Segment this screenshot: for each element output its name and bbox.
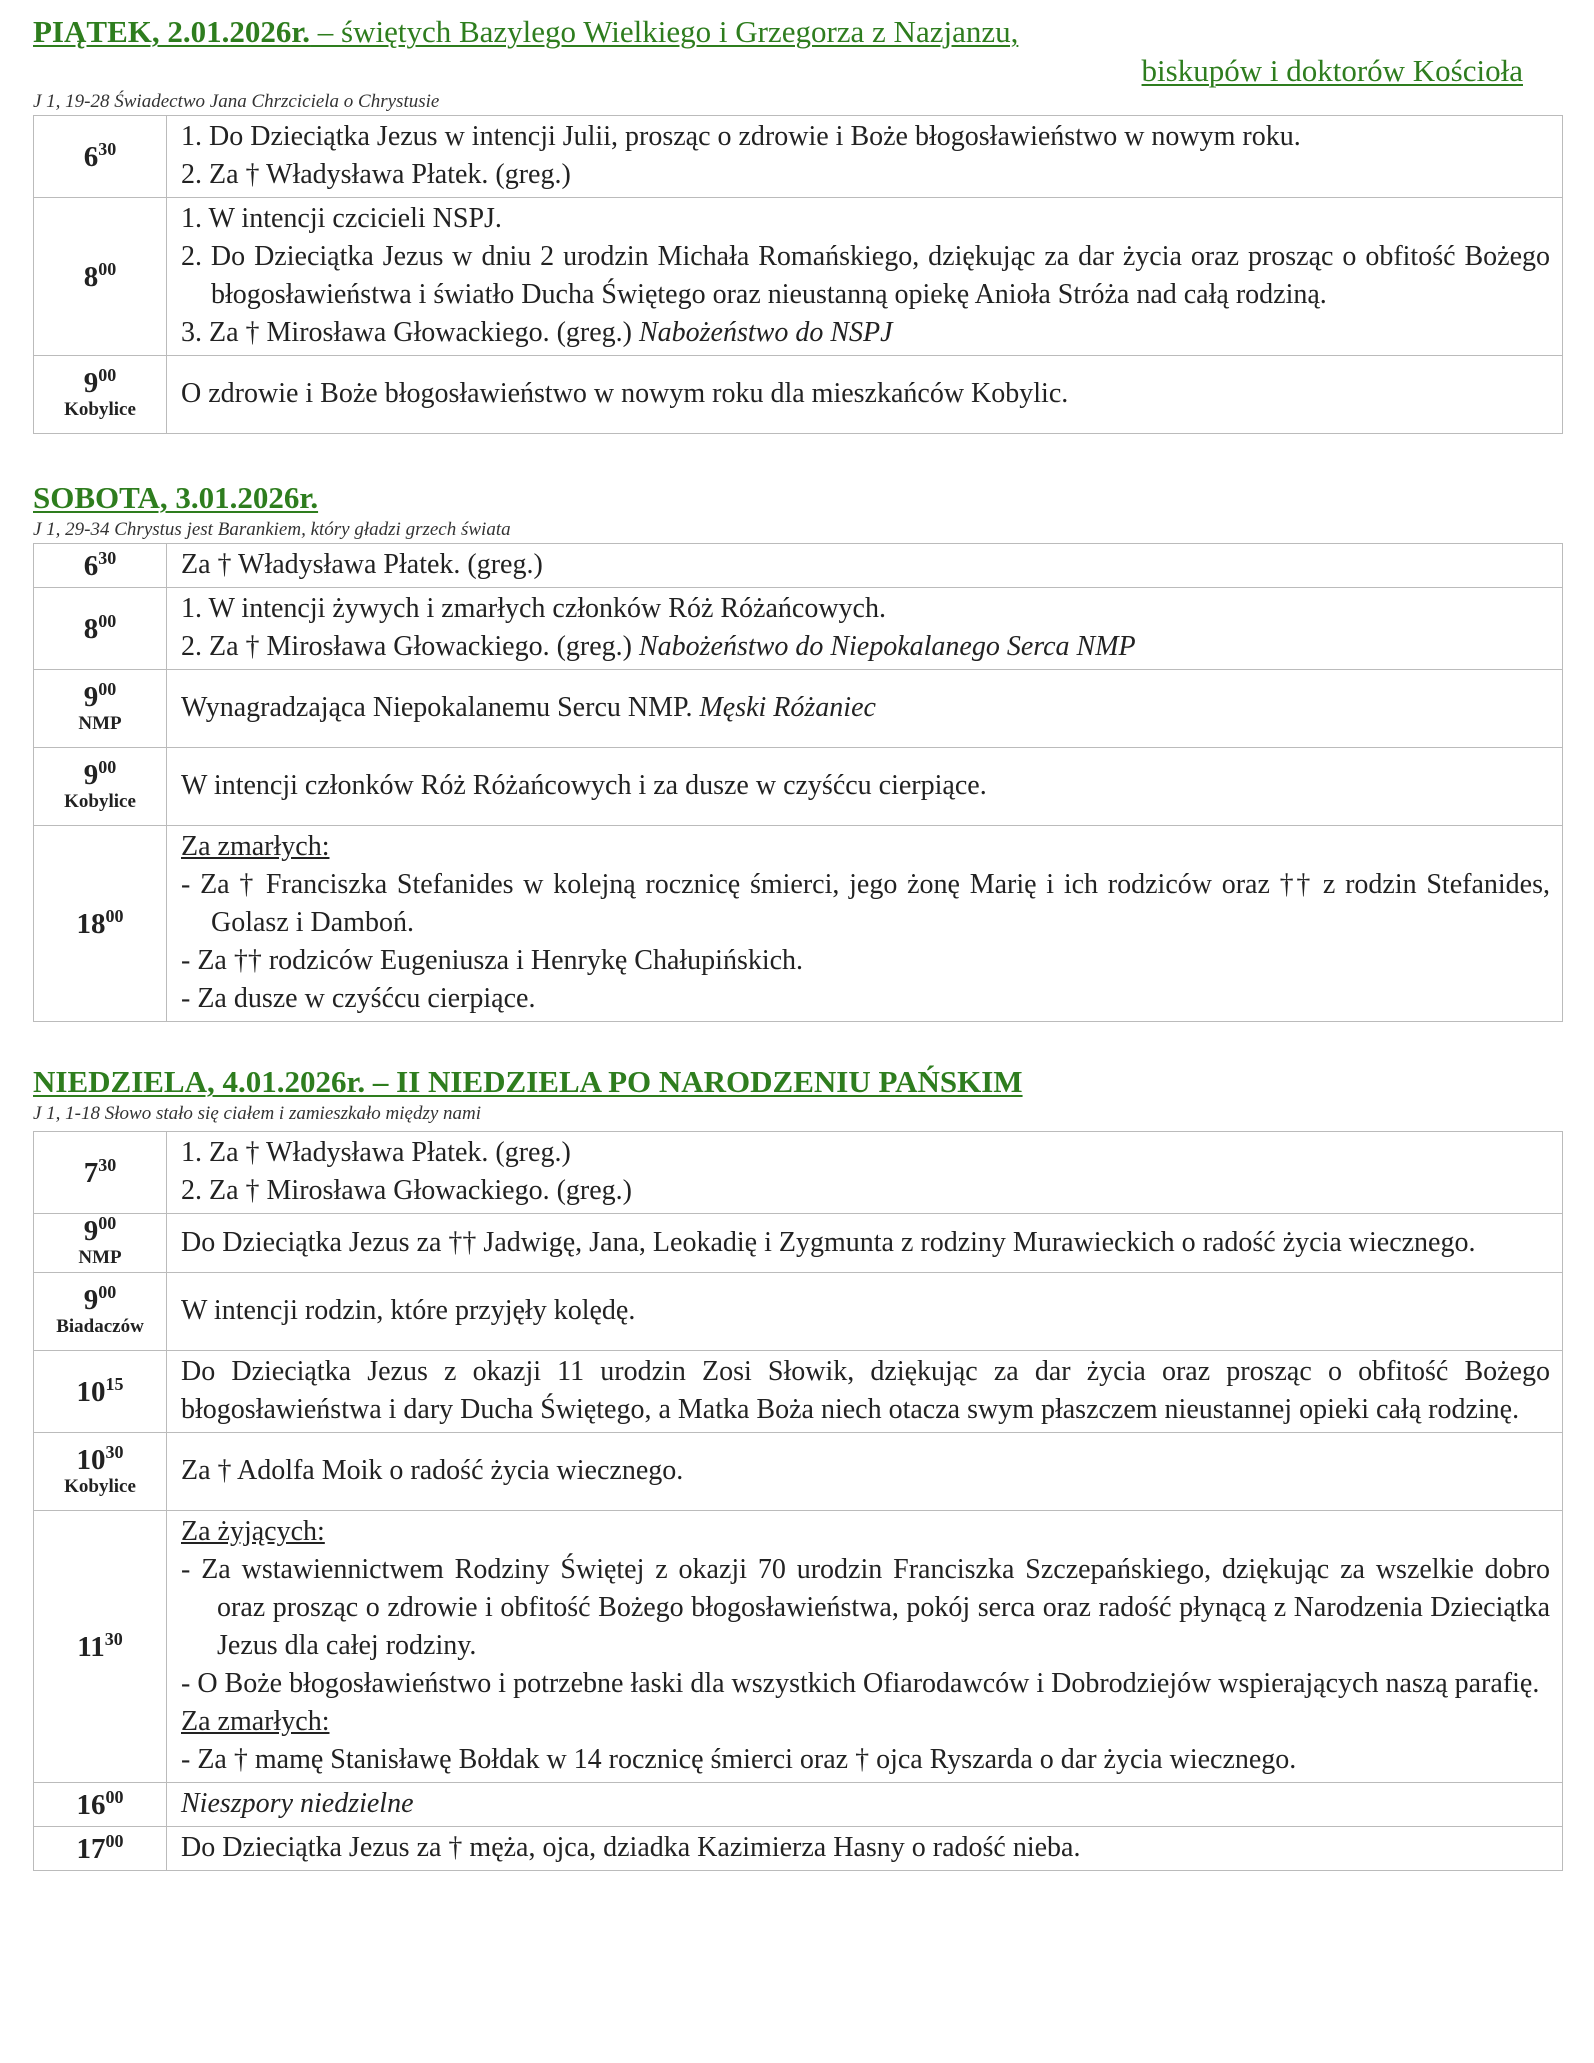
intention-heading: Za zmarłych: [181,831,330,862]
table-row [34,1214,1563,1273]
gospel-reference: J 1, 29-34 Chrystus jest Barankiem, który gładzi grzech świata [33,519,511,540]
mass-intention: O zdrowie i Boże błogosławieństwo w nowym roku dla mieszkańców Kobylic. [167,356,1563,434]
mass-place: Kobylice [64,790,136,812]
day-feast: – świętych Bazylego Wielkiego i Grzegorza z Nazjanzu, [310,14,1019,49]
schedule-table-friday [33,115,1563,434]
mass-time: $9^{00}$ Biadaczów [34,1273,167,1351]
table-row [34,116,1563,198]
devotion-note: Męski Różaniec [699,692,876,723]
table-row [34,1351,1563,1433]
mass-time: $17^{00}$ [34,1827,167,1871]
mass-intention: W intencji członków Róż Różańcowych i za dusze w czyśćcu cierpiące. [167,748,1563,826]
mass-intention [167,1783,1563,1827]
mass-time: $10^{15}$ [34,1351,167,1433]
mass-schedule-page [33,12,1563,1871]
mass-time: $18^{00}$ [34,826,167,1022]
day-date: SOBOTA, 3.01.2026r. [33,480,319,515]
mass-time: $11^{30}$ [34,1511,167,1783]
mass-time: $7^{30}$ [34,1132,167,1214]
schedule-table-sunday [33,1131,1563,1871]
mass-time: $16^{00}$ [34,1783,167,1827]
table-row [34,670,1563,748]
devotion-note: Nabożeństwo do NSPJ [638,317,893,348]
schedule-table-saturday [33,543,1563,1022]
table-row [34,1783,1563,1827]
mass-time: $6^{30}$ [34,544,167,588]
gospel-reference: J 1, 1-18 Słowo stało się ciałem i zamieszkało między nami [33,1103,482,1124]
mass-intention: Za zmarłych: - Za † Franciszka Stefanides w kolejną rocznicę śmierci, jego żonę Marię i ich rodziców oraz †† z rodzin Stefanides, Golasz i Damboń. - Za †† rodziców Eugeniusza i Henrykę Chałupińskich. - Za dusze w czyśćcu cierpiące. [167,826,1563,1022]
mass-place: Biadaczów [56,1315,144,1337]
table-row [34,1273,1563,1351]
table-row [34,1511,1563,1783]
mass-intention: 1. W intencji czcicieli NSPJ. 2. Do Dzieciątka Jezus w dniu 2 urodzin Michała Romańskiego, dziękując za dar życia oraz prosząc o obfitość Bożego błogosławieństwa i światło Ducha Świętego oraz nieustanną opiekę Anioła Stróża nad całą rodziną. 3. Za † Mirosława Głowackiego. (greg.) Nabożeństwo do NSPJ [167,198,1563,356]
mass-time: $10^{30}$ Kobylice [34,1433,167,1511]
mass-intention: 1. W intencji żywych i zmarłych członków Róż Różańcowych. 2. Za † Mirosława Głowackiego. (greg.) Nabożeństwo do Niepokalanego Serca NMP [167,588,1563,670]
mass-time: $9^{00}$ NMP [34,670,167,748]
mass-time: $8^{00}$ [34,588,167,670]
table-row [34,198,1563,356]
day-date: NIEDZIELA, 4.01.2026r. – II NIEDZIELA PO NARODZENIU PAŃSKIM [33,1064,1023,1099]
table-row [34,1132,1563,1214]
day-heading-saturday [33,478,1563,518]
mass-intention: Do Dzieciątka Jezus za † męża, ojca, dziadka Kazimierza Hasny o radość nieba. [167,1827,1563,1871]
mass-place: Kobylice [64,1475,136,1497]
mass-time: $9^{00}$ Kobylice [34,356,167,434]
mass-time: $9^{00}$ Kobylice [34,748,167,826]
devotion-note: Nabożeństwo do Niepokalanego Serca NMP [638,631,1136,662]
mass-intention: Za żyjących: - Za wstawiennictwem Rodziny Świętej z okazji 70 urodzin Franciszka Szczepańskiego, dziękując za wszelkie dobro oraz prosząc o zdrowie i obfitość Bożego błogosławieństwa, pokój serca oraz radość płynącą z Narodzenia Dzieciątka Jezus dla całej rodziny. - O Boże błogosławieństwo i potrzebne łaski dla wszystkich Ofiarodawców i Dobrodziejów wspierających naszą parafię. Za zmarłych: - Za † mamę Stanisławę Bołdak w 14 rocznicę śmierci oraz † ojca Ryszarda o dar życia wiecznego. [167,1511,1563,1783]
table-row [34,1433,1563,1511]
table-row [34,356,1563,434]
intention-heading: Za zmarłych: [181,1706,330,1737]
mass-intention: Do Dzieciątka Jezus z okazji 11 urodzin Zosi Słowik, dziękując za dar życia oraz prosząc o obfitość Bożego błogosławieństwa i dary Ducha Świętego, a Matka Boża niech otacza swym płaszczem nieustannej opieki całą rodzinę. [167,1351,1563,1433]
mass-place: NMP [78,712,122,734]
mass-time: $9^{00}$ NMP [34,1214,167,1273]
intention-heading: Za żyjących: [181,1516,325,1547]
table-row [34,748,1563,826]
mass-intention: 1. Do Dzieciątka Jezus w intencji Julii, prosząc o zdrowie i Boże błogosławieństwo w nowym roku. 2. Za † Władysława Płatek. (greg.) [167,116,1563,198]
day-heading-friday [33,12,1563,52]
mass-place: Kobylice [64,398,136,420]
mass-intention: W intencji rodzin, które przyjęły kolędę. [167,1273,1563,1351]
mass-intention: Do Dzieciątka Jezus za †† Jadwigę, Jana, Leokadię i Zygmunta z rodziny Murawieckich o radość życia wiecznego. [167,1214,1563,1273]
table-row [34,544,1563,588]
mass-intention: 1. Za † Władysława Płatek. (greg.) 2. Za † Mirosława Głowackiego. (greg.) [167,1132,1563,1214]
vespers-note: Nieszpory niedzielne [181,1788,414,1819]
mass-time: $6^{30}$ [34,116,167,198]
mass-intention: Za † Adolfa Moik o radość życia wiecznego. [167,1433,1563,1511]
table-row [34,588,1563,670]
mass-intention: Wynagradzająca Niepokalanemu Sercu NMP. Męski Różaniec [167,670,1563,748]
mass-intention: Za † Władysława Płatek. (greg.) [167,544,1563,588]
gospel-reference: J 1, 19-28 Świadectwo Jana Chrzciciela o Chrystusie [33,91,440,112]
mass-time: $8^{00}$ [34,198,167,356]
mass-place: NMP [78,1247,122,1268]
day-heading-sunday [33,1062,1563,1102]
table-row [34,1827,1563,1871]
day-feast-continued: biskupów i doktorów Kościoła [1141,53,1523,88]
day-date: PIĄTEK, 2.01.2026r. [33,14,311,49]
table-row [34,826,1563,1022]
